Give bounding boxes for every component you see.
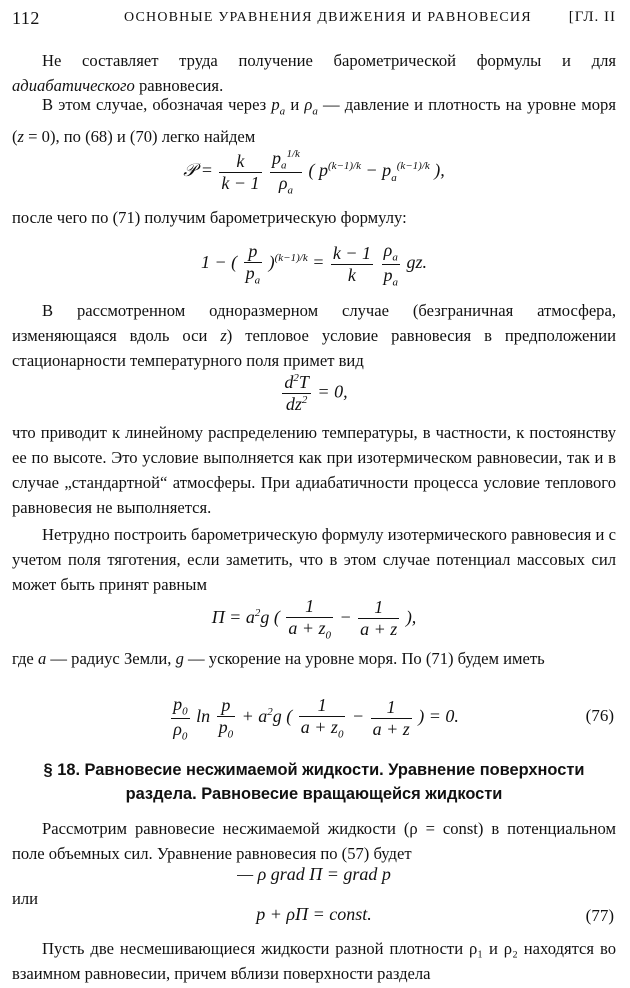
equation-number-77: (77) — [585, 906, 614, 925]
paragraph-isothermal: Нетрудно построить барометрическую формулу изотермического равновесия и с учетом поля тяготения, если заметить, что в этом случае потенциал массовых сил может быть принят равным — [12, 525, 616, 594]
equation-77: p + ρΠ = const. — [256, 904, 372, 924]
equation-potential: $\Pi = a^2g$ ( $\frac{1}{a + z_0}$ − $\frac{1}{a + z}$ ), — [211, 596, 417, 642]
equation-number-76: (76) — [585, 706, 614, 725]
equation-temperature: $\frac{d^2T}{dz^2}$ = 0, — [284, 372, 348, 414]
running-title: ОСНОВНЫЕ УРАВНЕНИЯ ДВИЖЕНИЯ И РАВНОВЕСИЯ — [124, 10, 532, 25]
paragraph-incompressible: Рассмотрим равновесие несжимаемой жидкости (ρ = const) в потенциальном поле объемных сил. Уравнение равновесия по (57) будет — [12, 819, 617, 863]
page-header — [12, 6, 616, 32]
equation-76: $\frac{p_0}{\rho_0}$ ln $\frac{p}{p_0}$ + $a^2g$ ( $\frac{1}{a + z_0}$ − $\frac{1}{a + z}$ ) = 0. — [173, 694, 459, 743]
equation-grad: — ρ grad Π = grad p — [237, 864, 391, 884]
paragraph-one-dimensional: В рассмотренном одноразмерном случае (безграничная атмосфера, изменяющаяся вдоль оси z) тепловое условие равновесия в предположении стационарности температурного поля примет вид — [12, 301, 616, 370]
paragraph-two-fluids: Пусть две несмешивающиеся жидкости разной плотности ρ₁ и ρ₂ находятся во взаимном равновесии, причем вблизи поверхности раздела — [12, 939, 616, 983]
chapter-label: [ГЛ. II — [568, 9, 616, 25]
paragraph-radius: где a — радиус Земли, g — ускорение на уровне моря. По (71) будем иметь — [12, 649, 545, 668]
paragraph-barometric: после чего по (71) получим барометрическую формулу: — [12, 208, 407, 227]
equation-enthalpy: 𝒫 = $\frac{k}{k - 1}$ $\frac{p_a^{1/k}}{\rho_a}$ ( $p^{(k-1)/k} - p_a^{(k-1)/k}$ ), — [183, 148, 445, 197]
word-ili: или — [12, 889, 39, 908]
paragraph-sea-level: В этом случае, обозначая через $p_a$ и $\rho_a$ — давление и плотность на уровне моря (z = 0), по (68) и (70) легко найдем — [12, 95, 616, 147]
paragraph-adiabatic-intro: Не составляет труда получение барометрической формулы и для адиабатического равновесия. — [12, 51, 616, 95]
paragraph-linear-temperature: что приводит к линейному распределению температуры, в частности, к постоянству ее по высоте. Это условие выполняется как при изотермическом равновесии, так и в случае „стандартной“ атмосферы. При адиабатичности процесса условие теплового равновесия не выполняется. — [12, 423, 616, 517]
section-heading: § 18. Равновесие несжимаемой жидкости. Уравнение поверхности раздела. Равновесие вращающейся жидкости — [43, 761, 585, 803]
page-number: 112 — [12, 8, 40, 28]
equation-barometric-adiabatic: 1 − ( $\frac{p}{p_a}$ )$^{(k-1)/k}$ = $\frac{k - 1}{k}$ $\frac{\rho_a}{p_a}$ gz. — [200, 240, 428, 289]
